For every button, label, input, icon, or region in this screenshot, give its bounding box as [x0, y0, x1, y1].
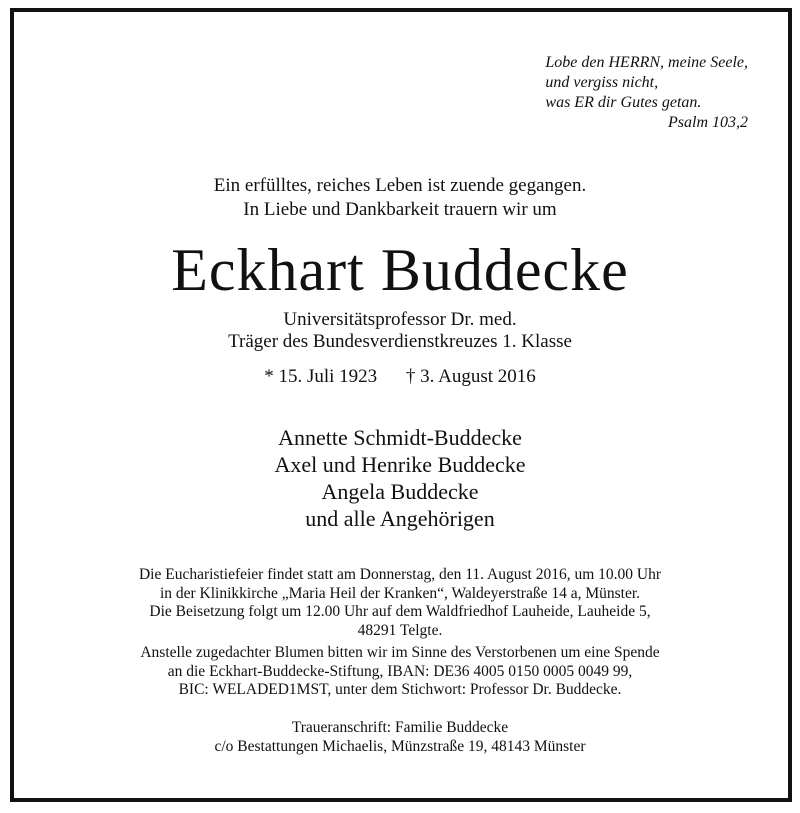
psalm-reference: Psalm 103,2 — [668, 114, 748, 131]
service-line: Die Beisetzung folgt um 12.00 Uhr auf dem Waldfriedhof Lauheide, Lauheide 5, — [149, 603, 651, 620]
life-dates — [0, 366, 800, 388]
donation-line: BIC: WELADED1MST, unter dem Stichwort: Professor Dr. Buddecke. — [178, 681, 622, 698]
intro-line: In Liebe und Dankbarkeit trauern wir um — [243, 199, 557, 220]
title-line: Träger des Bundesverdienstkreuzes 1. Klasse — [228, 331, 572, 352]
mourner: Annette Schmidt-Buddecke — [278, 425, 522, 450]
mourner: Axel und Henrike Buddecke — [274, 452, 526, 477]
intro-line: Ein erfülltes, reiches Leben ist zuende gegangen. — [213, 175, 587, 196]
contact-address — [0, 719, 800, 756]
contact-line: c/o Bestattungen Michaelis, Münzstraße 19, 48143 Münster — [214, 737, 586, 755]
deceased-name: Eckhart Buddecke — [171, 237, 629, 303]
service-line: 48291 Telgte. — [357, 621, 443, 639]
death-date: † 3. August 2016 — [405, 366, 536, 387]
service-line: Die Eucharistiefeier findet statt am Donnerstag, den 11. August 2016, um 10.00 Uhr — [138, 566, 661, 583]
service-notice — [0, 566, 800, 700]
service-line: in der Klinikkirche „Maria Heil der Kranken“, Waldeyerstraße 14 a, Münster. — [159, 584, 641, 602]
mourner: und alle Angehörigen — [305, 506, 495, 531]
psalm-quote — [545, 53, 748, 133]
birth-date: * 15. Juli 1923 — [264, 366, 378, 387]
psalm-line: und vergiss nicht, — [545, 74, 659, 91]
mourner: Angela Buddecke — [321, 479, 479, 504]
deceased-titles — [0, 309, 800, 353]
psalm-line: Lobe den HERRN, meine Seele, — [545, 54, 748, 71]
intro-text — [0, 174, 800, 222]
psalm-line: was ER dir Gutes getan. — [545, 94, 702, 111]
title-line: Universitätsprofessor Dr. med. — [283, 309, 517, 330]
donation-line: Anstelle zugedachter Blumen bitten wir im Sinne des Verstorbenen um eine Spende — [140, 644, 660, 661]
donation-line: an die Eckhart-Buddecke-Stiftung, IBAN: DE36 4005 0150 0005 0049 99, — [167, 662, 633, 680]
contact-line: Traueranschrift: Familie Buddecke — [291, 719, 509, 736]
mourners-list — [0, 424, 800, 532]
